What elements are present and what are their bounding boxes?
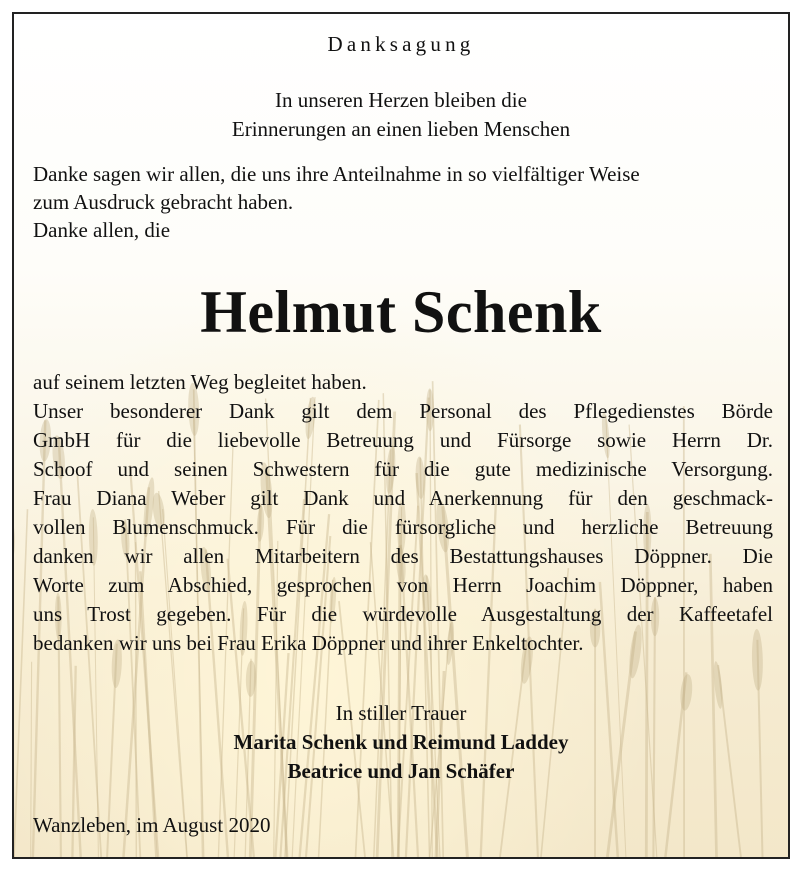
deceased-name: Helmut Schenk (200, 279, 602, 345)
closing-line: In stiller Trauer (335, 701, 467, 725)
body-line: Unser besonderer Dank gilt dem Personal des Pflegedienstes Börde (33, 399, 773, 423)
intro-text (33, 160, 773, 244)
intro-line: Danke sagen wir allen, die uns ihre Anteilnahme in so vielfältiger Weise (33, 162, 640, 186)
closing-block (14, 699, 788, 786)
body-line: bedanken wir uns bei Frau Erika Döppner und ihrer Enkeltochter. (33, 631, 584, 655)
body-line: danken wir allen Mitarbeitern des Bestattungshauses Döppner. Die (33, 544, 773, 568)
intro-line: zum Ausdruck gebracht haben. (33, 190, 294, 214)
body-line: uns Trost gegeben. Für die würdevolle Ausgestaltung der Kaffeetafel (33, 602, 773, 626)
place-date: Wanzleben, im August 2020 (33, 813, 271, 837)
motto-line: Erinnerungen an einen lieben Menschen (231, 117, 571, 141)
motto-line: In unseren Herzen bleiben die (275, 88, 527, 112)
body-line: GmbH für die liebevolle Betreuung und Fürsorge sowie Herrn Dr. (33, 428, 773, 452)
body-line: vollen Blumenschmuck. Für die fürsorgliche und herzliche Betreuung (33, 515, 773, 539)
heading: Danksagung (327, 32, 475, 56)
body-line: auf seinem letzten Weg begleitet haben. (33, 370, 367, 394)
mourner-names: Marita Schenk und Reimund Laddey (233, 730, 569, 754)
obituary-card (12, 12, 790, 859)
mourner-names: Beatrice und Jan Schäfer (287, 759, 515, 783)
motto (14, 86, 788, 144)
body-line: Worte zum Abschied, gesprochen von Herrn Joachim Döppner, haben (33, 573, 773, 597)
body-text (33, 368, 773, 658)
intro-line: Danke allen, die (33, 218, 171, 242)
body-line: Schoof und seinen Schwestern für die gute medizinische Versorgung. (33, 457, 773, 481)
body-line: Frau Diana Weber gilt Dank und Anerkennung für den geschmack- (33, 486, 773, 510)
